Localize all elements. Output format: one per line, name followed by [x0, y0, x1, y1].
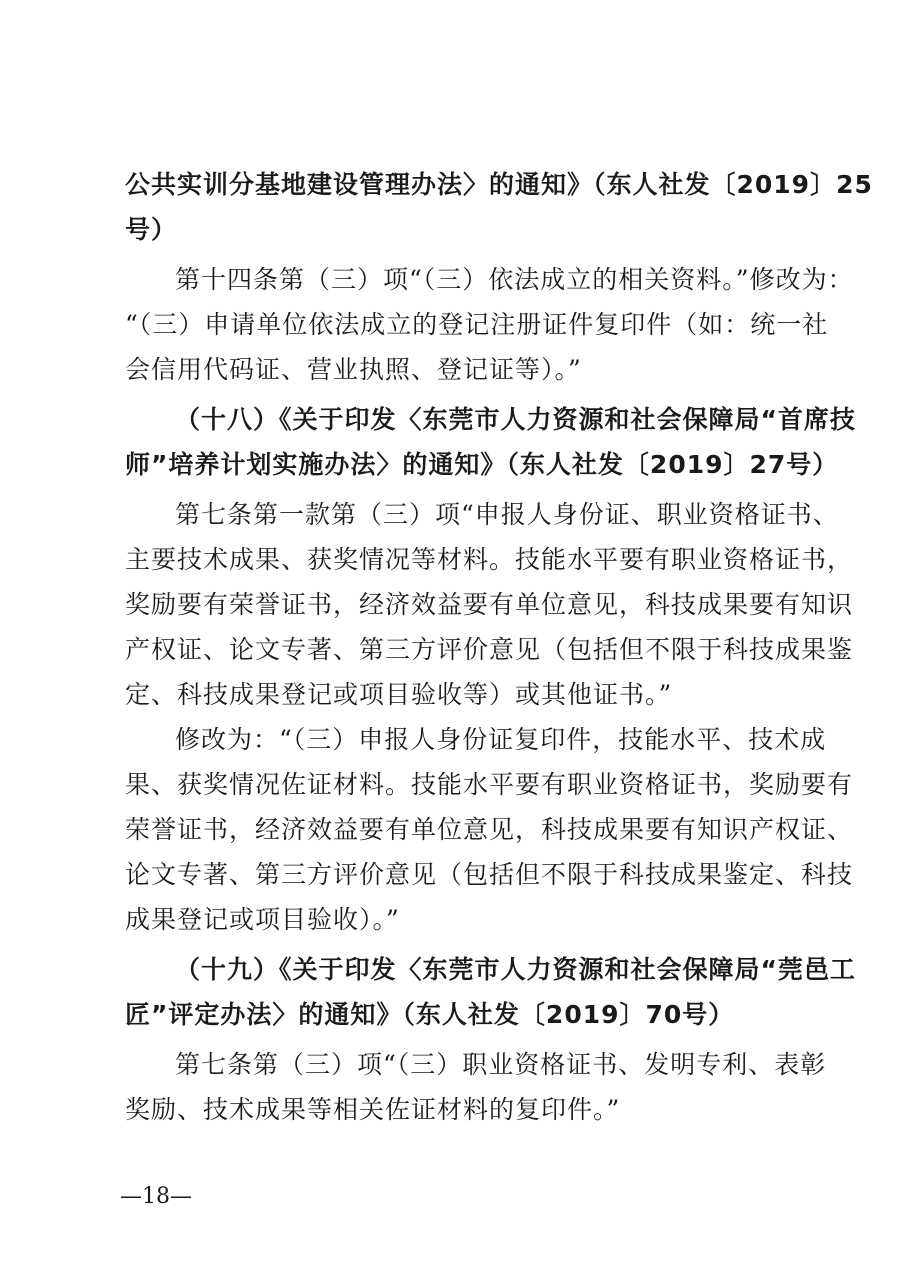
heading-continuation-line: 公共实训分基地建设管理办法〉的通知》（东人社发〔2019〕25: [125, 170, 873, 199]
section-heading-19: （十九）《关于印发〈东莞市人力资源和社会保障局“莞邑工: [175, 955, 856, 984]
page-number: —18—: [120, 1184, 192, 1209]
paragraph-line: 主要技术成果、获奖情况等材料。技能水平要有职业资格证书，: [125, 545, 854, 574]
heading-continuation-line: 号）: [125, 215, 178, 244]
paragraph-line: 修改为：“（三）申报人身份证复印件，技能水平、技术成: [175, 725, 827, 754]
paragraph-line: 成果登记或项目验收）。”: [125, 905, 400, 934]
paragraph-line: 第七条第（三）项“（三）职业资格证书、发明专利、表彰: [175, 1050, 827, 1079]
paragraph-line: 论文专著、第三方评价意见（包括但不限于科技成果鉴定、科技: [125, 860, 854, 889]
paragraph-line: 第十四条第（三）项“（三）依法成立的相关资料。”修改为：: [175, 265, 854, 294]
paragraph-line: 定、科技成果登记或项目验收等）或其他证书。”: [125, 680, 673, 709]
section-heading-18: （十八）《关于印发〈东莞市人力资源和社会保障局“首席技: [175, 405, 856, 434]
paragraph-line: 奖励、技术成果等相关佐证材料的复印件。”: [125, 1095, 621, 1124]
paragraph-line: 第七条第一款第（三）项“申报人身份证、职业资格证书、: [175, 500, 839, 529]
paragraph-line: 果、获奖情况佐证材料。技能水平要有职业资格证书，奖励要有: [125, 770, 854, 799]
paragraph-line: 奖励要有荣誉证书，经济效益要有单位意见，科技成果要有知识: [125, 590, 854, 619]
section-heading-18-cont: 师”培养计划实施办法〉的通知》（东人社发〔2019〕27号）: [125, 450, 839, 479]
paragraph-line: “（三）申请单位依法成立的登记注册证件复印件（如：统一社: [125, 310, 829, 339]
paragraph-line: 荣誉证书，经济效益要有单位意见，科技成果要有知识产权证、: [125, 815, 854, 844]
paragraph-line: 产权证、论文专著、第三方评价意见（包括但不限于科技成果鉴: [125, 635, 854, 664]
paragraph-line: 会信用代码证、营业执照、登记证等）。”: [125, 355, 582, 384]
section-heading-19-cont: 匠”评定办法〉的通知》（东人社发〔2019〕70号）: [125, 1000, 735, 1029]
